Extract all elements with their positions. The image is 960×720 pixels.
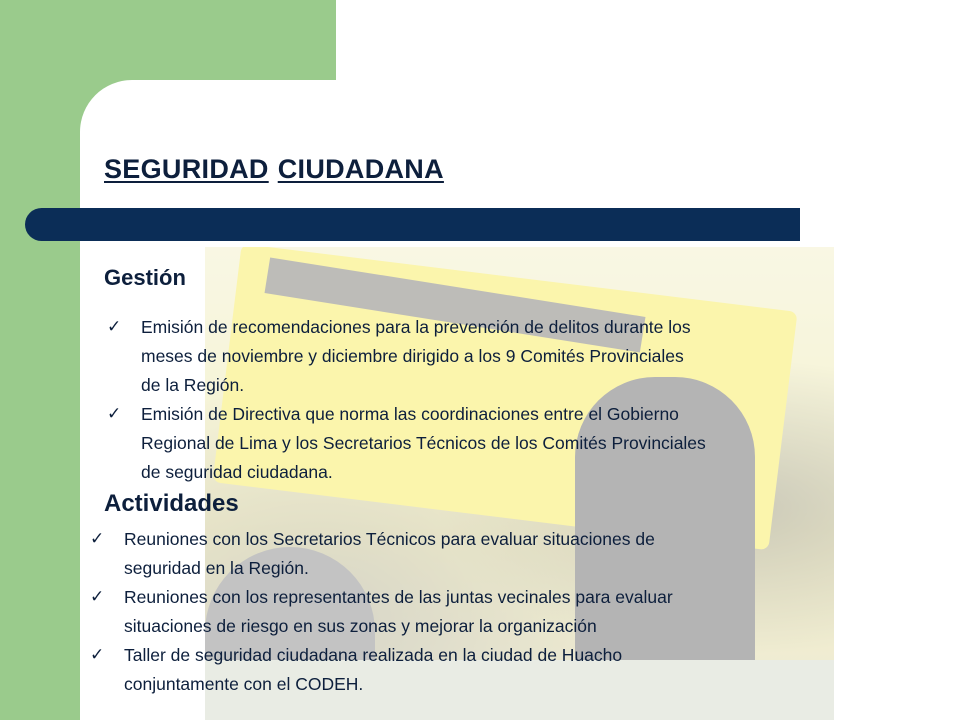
gestion-item-line: Regional de Lima y los Secretarios Técnicos de los Comités Provinciales bbox=[141, 433, 706, 453]
actividades-item-line: Taller de seguridad ciudadana realizada en la ciudad de Huacho bbox=[124, 645, 623, 665]
gestion-item-line: de seguridad ciudadana. bbox=[141, 462, 333, 482]
gestion-item-line: Emisión de Directiva que norma las coordinaciones entre el Gobierno bbox=[141, 404, 679, 424]
title-word-1: SEGURIDAD bbox=[104, 154, 269, 184]
actividades-item-line: conjuntamente con el CODEH. bbox=[124, 674, 364, 694]
gestion-item bbox=[107, 313, 931, 400]
check-icon: ✓ bbox=[107, 317, 122, 337]
actividades-item bbox=[90, 525, 924, 583]
actividades-item bbox=[90, 641, 924, 699]
actividades-heading: Actividades bbox=[104, 490, 239, 517]
gestion-item-line: meses de noviembre y diciembre dirigido a los 9 Comités Provinciales bbox=[141, 346, 684, 366]
actividades-item-line: Reuniones con los representantes de las juntas vecinales para evaluar bbox=[124, 587, 673, 607]
gestion-item-line: de la Región. bbox=[141, 375, 245, 395]
check-icon: ✓ bbox=[90, 529, 105, 549]
actividades-item bbox=[90, 583, 924, 641]
actividades-item-line: situaciones de riesgo en sus zonas y mejorar la organización bbox=[124, 616, 597, 636]
gestion-item bbox=[107, 400, 931, 487]
gestion-heading: Gestión bbox=[104, 265, 186, 290]
title-word-2: CIUDADANA bbox=[277, 154, 444, 184]
check-icon: ✓ bbox=[90, 587, 105, 607]
title-divider-bar bbox=[25, 208, 800, 241]
actividades-list bbox=[90, 525, 924, 699]
check-icon: ✓ bbox=[107, 404, 122, 424]
gestion-list bbox=[107, 313, 931, 487]
check-icon: ✓ bbox=[90, 645, 105, 665]
slide-title bbox=[104, 154, 444, 185]
gestion-item-line: Emisión de recomendaciones para la prevención de delitos durante los bbox=[141, 317, 691, 337]
actividades-item-line: seguridad en la Región. bbox=[124, 558, 309, 578]
actividades-item-line: Reuniones con los Secretarios Técnicos para evaluar situaciones de bbox=[124, 529, 655, 549]
